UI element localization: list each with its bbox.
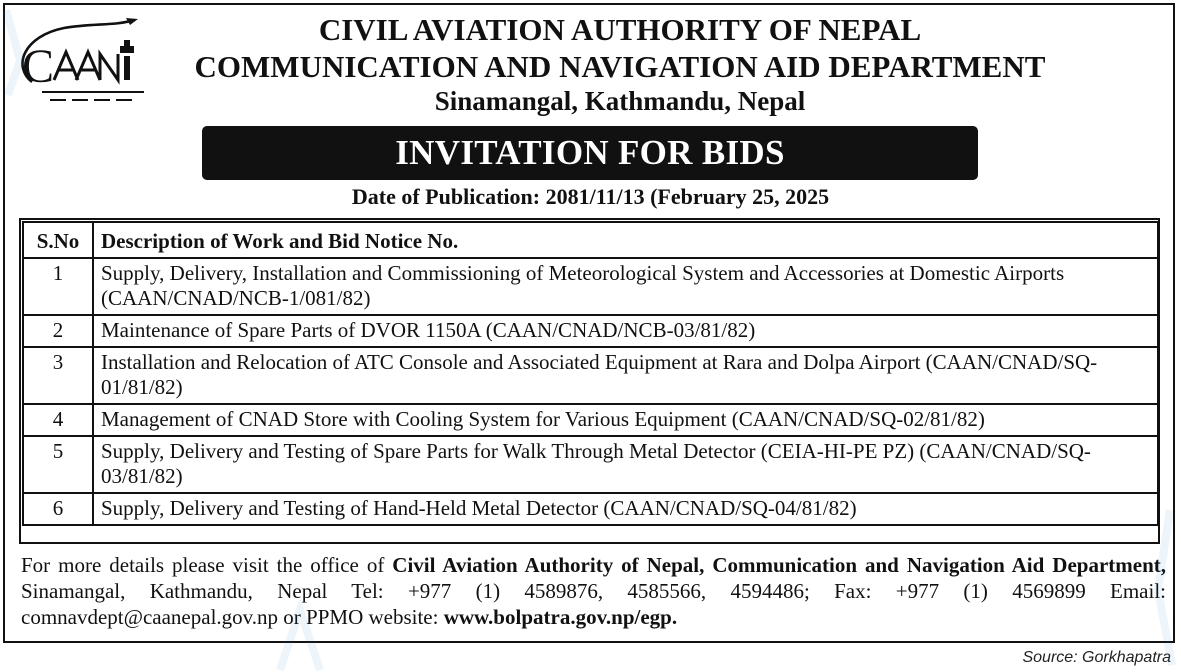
row-sno: 6 [23,493,93,525]
table-header-row [23,222,1158,258]
department-heading: COMMUNICATION AND NAVIGATION AID DEPARTMENT [194,49,1046,84]
row-sno: 5 [23,436,93,493]
bids-table [22,221,1159,526]
footer-organization: Civil Aviation Authority of Nepal, Communication and Navigation Aid Department, [392,553,1166,577]
row-sno: 3 [23,347,93,404]
footer-prefix: For more details please visit the office of [21,553,393,577]
table-row [23,436,1158,493]
header-description: Description of Work and Bid Notice No. [93,222,1158,258]
row-description: Maintenance of Spare Parts of DVOR 1150A (CAAN/CNAD/NCB-03/81/82) [93,315,1158,347]
invitation-banner: INVITATION FOR BIDS [202,126,978,180]
row-description: Management of CNAD Store with Cooling System for Various Equipment (CAAN/CNAD/SQ-02/81/82) [93,404,1158,436]
footer-contact-details: Sinamangal, Kathmandu, Nepal Tel: +977 (1) 4589876, 4585566, 4594486; Fax: +977 (1) 4569899 Email: comnavdept@caanepal.gov.np or PPMO website: [21,579,1166,629]
table-row [23,493,1158,525]
table-row [23,347,1158,404]
caan-logo [12,16,146,106]
caan-logo-graphic [12,16,146,106]
address-heading: Sinamangal, Kathmandu, Nepal [434,86,806,116]
contact-footer [21,552,1166,630]
row-sno: 4 [23,404,93,436]
row-sno: 2 [23,315,93,347]
footer-website[interactable]: www.bolpatra.gov.np/egp. [443,605,678,629]
row-description: Installation and Relocation of ATC Console and Associated Equipment at Rara and Dolpa Airport (CAAN/CNAD/SQ-01/81/82) [93,347,1158,404]
publication-date: Date of Publication: 2081/11/13 (February 25, 2025 [351,184,830,209]
header-sno: S.No [23,222,93,258]
org-name-heading: CIVIL AVIATION AUTHORITY OF NEPAL [318,12,922,47]
row-sno: 1 [23,258,93,315]
row-description: Supply, Delivery, Installation and Commissioning of Meteorological System and Accessories at Domestic Airports (CAAN/CNAD/NCB-1/081/82) [93,258,1158,315]
row-description: Supply, Delivery and Testing of Hand-Held Metal Detector (CAAN/CNAD/SQ-04/81/82) [93,493,1158,525]
table-row [23,258,1158,315]
table-row [23,315,1158,347]
svg-text:C: C [22,40,55,93]
table-row [23,404,1158,436]
source-credit: Source: Gorkhapatra [1022,649,1171,666]
row-description: Supply, Delivery and Testing of Spare Parts for Walk Through Metal Detector (CEIA-HI-PE PZ) (CAAN/CNAD/SQ-03/81/82) [93,436,1158,493]
